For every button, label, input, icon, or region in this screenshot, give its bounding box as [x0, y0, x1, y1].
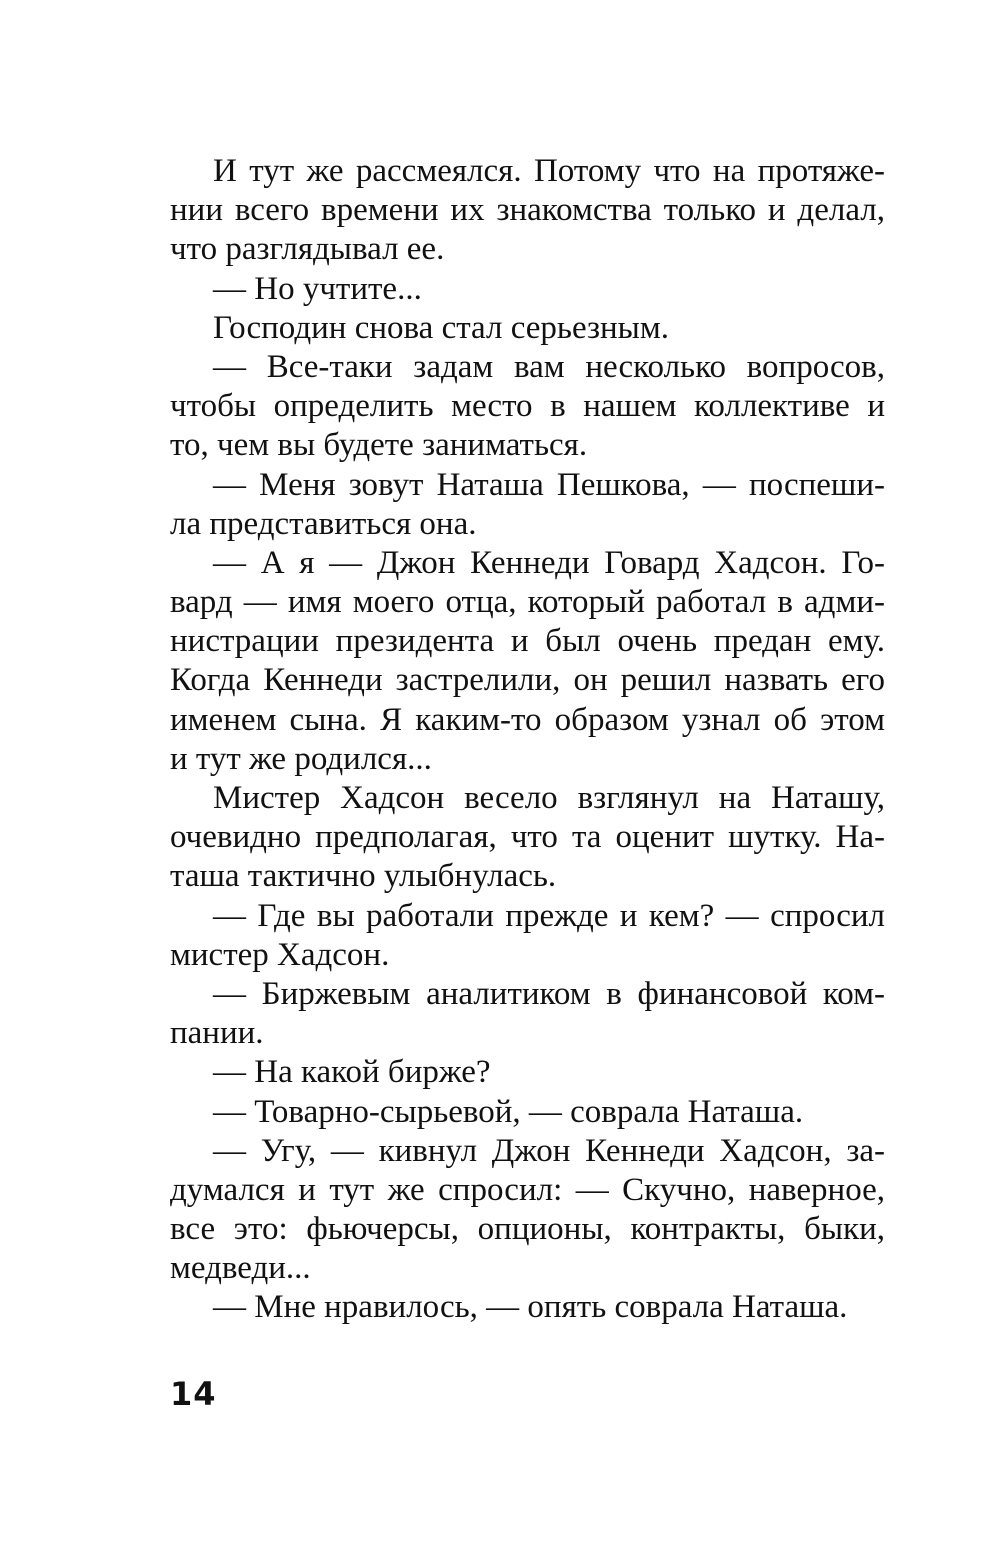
text-line: таша тактично улыбнулась. — [170, 858, 557, 895]
text-line: именем сына. Я каким-то образом узнал об этом — [170, 701, 885, 738]
text-line: то, чем вы будете заниматься. — [170, 427, 588, 464]
text-line: — Все-таки задам вам несколько вопросов, — [213, 348, 885, 385]
text-line: пании. — [170, 1015, 264, 1052]
text-line: очевидно предполагая, что та оценит шутку. На- — [170, 819, 885, 856]
text-line: Когда Кеннеди застрелили, он решил назвать его — [170, 662, 885, 699]
text-line: — Мне нравилось, — опять соврала Наташа. — [213, 1289, 848, 1326]
text-line: мистер Хадсон. — [170, 936, 390, 973]
text-line: — Угу, — кивнул Джон Кеннеди Хадсон, за- — [213, 1132, 885, 1169]
text-line: вард — имя моего отца, который работал в адми- — [170, 584, 885, 621]
text-line: нистрации президента и был очень предан ему. — [170, 623, 885, 660]
page-number: 14 — [170, 1375, 217, 1413]
text-line: — А я — Джон Кеннеди Говард Хадсон. Го- — [213, 544, 885, 581]
text-line: думался и тут же спросил: — Скучно, наверное, — [170, 1171, 885, 1208]
text-line: И тут же рассмеялся. Потому что на протяже- — [213, 153, 885, 189]
text-line: нии всего времени их знакомства только и делал, — [170, 192, 885, 229]
text-line: что разглядывал ее. — [170, 231, 445, 268]
text-line: чтобы определить место в нашем коллективе и — [170, 388, 885, 425]
text-line: Мистер Хадсон весело взглянул на Наташу, — [213, 780, 885, 816]
text-line: — Где вы работали прежде и кем? — спросил — [213, 897, 885, 934]
text-line: — На какой бирже? — [213, 1054, 491, 1091]
text-line: ла представиться она. — [170, 505, 477, 542]
text-line: — Товарно-сырьевой, — соврала Наташа. — [213, 1093, 804, 1130]
text-line: — Биржевым аналитиком в финансовой ком- — [213, 975, 885, 1012]
body-text — [170, 152, 885, 1328]
text-line: Господин снова стал серьезным. — [213, 309, 669, 346]
text-line: все это: фьючерсы, опционы, контракты, быки, — [170, 1211, 885, 1248]
text-line: медведи... — [170, 1250, 311, 1287]
text-line: — Но учтите... — [213, 270, 422, 307]
text-line: — Меня зовут Наташа Пешкова, — поспеши- — [213, 466, 885, 503]
text-line: и тут же родился... — [170, 740, 432, 777]
